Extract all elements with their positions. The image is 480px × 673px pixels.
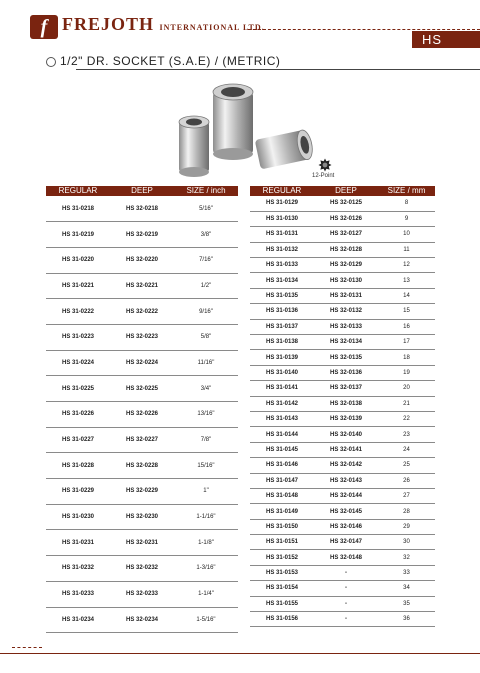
size-value: 1-1/4" bbox=[174, 581, 238, 607]
regular-part-number: HS 31-0136 bbox=[250, 304, 314, 319]
table-row bbox=[46, 504, 238, 530]
deep-part-number: HS 32-0145 bbox=[314, 504, 378, 519]
table-row bbox=[46, 299, 238, 325]
table-row bbox=[46, 222, 238, 248]
table-row bbox=[250, 535, 435, 550]
size-value: 23 bbox=[378, 427, 435, 442]
size-value: 1" bbox=[174, 479, 238, 505]
sae-size-table bbox=[46, 186, 238, 633]
footer-dashed-mark bbox=[12, 647, 42, 648]
deep-part-number: HS 32-0148 bbox=[314, 550, 378, 565]
regular-part-number: HS 31-0226 bbox=[46, 402, 110, 428]
title-bullet-icon bbox=[46, 57, 56, 67]
column-header-deep: DEEP bbox=[110, 186, 174, 196]
table-row bbox=[250, 581, 435, 596]
table-row bbox=[46, 196, 238, 222]
table-row bbox=[250, 273, 435, 288]
size-value: 1-1/8" bbox=[174, 530, 238, 556]
size-value: 20 bbox=[378, 381, 435, 396]
table-row bbox=[250, 227, 435, 242]
size-value: 16 bbox=[378, 319, 435, 334]
size-value: 32 bbox=[378, 550, 435, 565]
table-row bbox=[46, 479, 238, 505]
deep-part-number: HS 32-0226 bbox=[110, 402, 174, 428]
table-row bbox=[46, 324, 238, 350]
size-value: 11 bbox=[378, 242, 435, 257]
regular-part-number: HS 31-0142 bbox=[250, 396, 314, 411]
size-value: 29 bbox=[378, 519, 435, 534]
regular-part-number: HS 31-0220 bbox=[46, 247, 110, 273]
table-row bbox=[250, 242, 435, 257]
regular-part-number: HS 31-0156 bbox=[250, 612, 314, 627]
deep-part-number: HS 32-0234 bbox=[110, 607, 174, 633]
column-header-size: SIZE / mm bbox=[378, 186, 435, 196]
regular-part-number: HS 31-0143 bbox=[250, 411, 314, 426]
title-underline bbox=[76, 69, 480, 70]
table-row bbox=[46, 247, 238, 273]
regular-part-number: HS 31-0145 bbox=[250, 442, 314, 457]
size-value: 21 bbox=[378, 396, 435, 411]
deep-part-number: HS 32-0142 bbox=[314, 458, 378, 473]
regular-part-number: HS 31-0227 bbox=[46, 427, 110, 453]
regular-part-number: HS 31-0154 bbox=[250, 581, 314, 596]
deep-part-number: HS 32-0137 bbox=[314, 381, 378, 396]
table-row bbox=[46, 273, 238, 299]
size-value: 24 bbox=[378, 442, 435, 457]
size-value: 18 bbox=[378, 350, 435, 365]
regular-part-number: HS 31-0135 bbox=[250, 288, 314, 303]
regular-part-number: HS 31-0147 bbox=[250, 473, 314, 488]
table-header-row bbox=[250, 186, 435, 196]
regular-part-number: HS 31-0232 bbox=[46, 556, 110, 582]
regular-part-number: HS 31-0132 bbox=[250, 242, 314, 257]
size-value: 35 bbox=[378, 596, 435, 611]
deep-part-number: HS 32-0136 bbox=[314, 365, 378, 380]
table-row bbox=[250, 304, 435, 319]
table-row bbox=[250, 458, 435, 473]
table-row bbox=[46, 350, 238, 376]
regular-part-number: HS 31-0228 bbox=[46, 453, 110, 479]
regular-part-number: HS 31-0155 bbox=[250, 596, 314, 611]
table-row bbox=[250, 396, 435, 411]
regular-part-number: HS 31-0219 bbox=[46, 222, 110, 248]
deep-part-number: HS 32-0138 bbox=[314, 396, 378, 411]
regular-part-number: HS 31-0129 bbox=[250, 196, 314, 211]
size-value: 36 bbox=[378, 612, 435, 627]
table-row bbox=[250, 612, 435, 627]
table-row bbox=[250, 504, 435, 519]
page-header bbox=[0, 0, 480, 50]
page-title: 1/2" DR. SOCKET (S.A.E) / (METRIC) bbox=[60, 54, 281, 68]
section-tab: HS bbox=[412, 31, 480, 48]
table-row bbox=[250, 519, 435, 534]
deep-part-number: HS 32-0130 bbox=[314, 273, 378, 288]
table-row bbox=[46, 581, 238, 607]
column-header-regular: REGULAR bbox=[46, 186, 110, 196]
size-value: 22 bbox=[378, 411, 435, 426]
brand-name bbox=[62, 14, 265, 35]
deep-part-number: HS 32-0134 bbox=[314, 335, 378, 350]
size-value: 1-5/16" bbox=[174, 607, 238, 633]
twelve-point-icon bbox=[318, 158, 332, 172]
regular-part-number: HS 31-0223 bbox=[46, 324, 110, 350]
deep-part-number: - bbox=[314, 581, 378, 596]
regular-part-number: HS 31-0234 bbox=[46, 607, 110, 633]
regular-part-number: HS 31-0137 bbox=[250, 319, 314, 334]
deep-part-number: HS 32-0225 bbox=[110, 376, 174, 402]
size-value: 5/8" bbox=[174, 324, 238, 350]
deep-part-number: HS 32-0221 bbox=[110, 273, 174, 299]
table-row bbox=[250, 196, 435, 211]
table-row bbox=[46, 556, 238, 582]
regular-part-number: HS 31-0225 bbox=[46, 376, 110, 402]
table-row bbox=[250, 335, 435, 350]
deep-part-number: - bbox=[314, 612, 378, 627]
deep-part-number: HS 32-0144 bbox=[314, 488, 378, 503]
deep-part-number: HS 32-0139 bbox=[314, 411, 378, 426]
brand-logo: f bbox=[30, 15, 58, 39]
size-value: 11/16" bbox=[174, 350, 238, 376]
header-dashed-rule bbox=[248, 29, 480, 30]
regular-part-number: HS 31-0144 bbox=[250, 427, 314, 442]
deep-part-number: HS 32-0131 bbox=[314, 288, 378, 303]
deep-part-number: - bbox=[314, 565, 378, 580]
deep-part-number: HS 32-0141 bbox=[314, 442, 378, 457]
deep-part-number: HS 32-0224 bbox=[110, 350, 174, 376]
size-value: 13 bbox=[378, 273, 435, 288]
table-header-row bbox=[46, 186, 238, 196]
table-row bbox=[46, 453, 238, 479]
deep-part-number: HS 32-0135 bbox=[314, 350, 378, 365]
regular-part-number: HS 31-0153 bbox=[250, 565, 314, 580]
size-value: 14 bbox=[378, 288, 435, 303]
size-value: 28 bbox=[378, 504, 435, 519]
regular-part-number: HS 31-0221 bbox=[46, 273, 110, 299]
regular-part-number: HS 31-0224 bbox=[46, 350, 110, 376]
size-value: 13/16" bbox=[174, 402, 238, 428]
regular-part-number: HS 31-0151 bbox=[250, 535, 314, 550]
size-value: 9 bbox=[378, 211, 435, 226]
twelve-point-label: 12-Point bbox=[312, 173, 335, 179]
size-value: 19 bbox=[378, 365, 435, 380]
size-value: 26 bbox=[378, 473, 435, 488]
deep-part-number: HS 32-0147 bbox=[314, 535, 378, 550]
size-value: 17 bbox=[378, 335, 435, 350]
size-value: 33 bbox=[378, 565, 435, 580]
table-row bbox=[250, 473, 435, 488]
table-row bbox=[46, 530, 238, 556]
deep-part-number: HS 32-0232 bbox=[110, 556, 174, 582]
brand-name-main: FREJOTH bbox=[62, 14, 155, 34]
table-row bbox=[250, 319, 435, 334]
deep-part-number: HS 32-0143 bbox=[314, 473, 378, 488]
size-value: 1/2" bbox=[174, 273, 238, 299]
deep-part-number: HS 32-0230 bbox=[110, 504, 174, 530]
table-row bbox=[250, 381, 435, 396]
regular-part-number: HS 31-0231 bbox=[46, 530, 110, 556]
table-row bbox=[250, 442, 435, 457]
table-row bbox=[46, 427, 238, 453]
size-value: 34 bbox=[378, 581, 435, 596]
regular-part-number: HS 31-0146 bbox=[250, 458, 314, 473]
deep-part-number: HS 32-0220 bbox=[110, 247, 174, 273]
regular-part-number: HS 31-0130 bbox=[250, 211, 314, 226]
column-header-deep: DEEP bbox=[314, 186, 378, 196]
deep-part-number: HS 32-0126 bbox=[314, 211, 378, 226]
table-row bbox=[250, 411, 435, 426]
footer-rule bbox=[0, 653, 480, 654]
size-value: 7/8" bbox=[174, 427, 238, 453]
deep-part-number: HS 32-0132 bbox=[314, 304, 378, 319]
deep-part-number: HS 32-0223 bbox=[110, 324, 174, 350]
deep-part-number: HS 32-0229 bbox=[110, 479, 174, 505]
deep-part-number: HS 32-0222 bbox=[110, 299, 174, 325]
table-row bbox=[250, 258, 435, 273]
size-value: 10 bbox=[378, 227, 435, 242]
deep-part-number: HS 32-0140 bbox=[314, 427, 378, 442]
size-value: 9/16" bbox=[174, 299, 238, 325]
table-row bbox=[46, 376, 238, 402]
regular-part-number: HS 31-0230 bbox=[46, 504, 110, 530]
deep-part-number: HS 32-0233 bbox=[110, 581, 174, 607]
table-row bbox=[250, 488, 435, 503]
table-row bbox=[250, 565, 435, 580]
size-value: 7/16" bbox=[174, 247, 238, 273]
regular-part-number: HS 31-0138 bbox=[250, 335, 314, 350]
deep-part-number: HS 32-0129 bbox=[314, 258, 378, 273]
size-value: 8 bbox=[378, 196, 435, 211]
size-value: 12 bbox=[378, 258, 435, 273]
table-row bbox=[250, 350, 435, 365]
regular-part-number: HS 31-0133 bbox=[250, 258, 314, 273]
regular-part-number: HS 31-0149 bbox=[250, 504, 314, 519]
table-row bbox=[250, 365, 435, 380]
regular-part-number: HS 31-0141 bbox=[250, 381, 314, 396]
regular-part-number: HS 31-0233 bbox=[46, 581, 110, 607]
deep-part-number: HS 32-0125 bbox=[314, 196, 378, 211]
deep-part-number: HS 32-0127 bbox=[314, 227, 378, 242]
column-header-regular: REGULAR bbox=[250, 186, 314, 196]
size-value: 5/16" bbox=[174, 196, 238, 222]
regular-part-number: HS 31-0150 bbox=[250, 519, 314, 534]
size-value: 15 bbox=[378, 304, 435, 319]
size-value: 15/16" bbox=[174, 453, 238, 479]
deep-part-number: HS 32-0228 bbox=[110, 453, 174, 479]
deep-part-number: HS 32-0133 bbox=[314, 319, 378, 334]
section-title bbox=[46, 54, 480, 70]
deep-part-number: HS 32-0218 bbox=[110, 196, 174, 222]
lying-socket-image bbox=[255, 129, 315, 170]
size-value: 25 bbox=[378, 458, 435, 473]
deep-socket-image bbox=[213, 84, 253, 160]
table-row bbox=[250, 427, 435, 442]
table-row bbox=[250, 211, 435, 226]
deep-part-number: HS 32-0219 bbox=[110, 222, 174, 248]
regular-part-number: HS 31-0140 bbox=[250, 365, 314, 380]
size-value: 30 bbox=[378, 535, 435, 550]
size-value: 1-3/16" bbox=[174, 556, 238, 582]
size-value: 1-1/16" bbox=[174, 504, 238, 530]
deep-part-number: HS 32-0128 bbox=[314, 242, 378, 257]
regular-part-number: HS 31-0131 bbox=[250, 227, 314, 242]
size-value: 3/8" bbox=[174, 222, 238, 248]
regular-part-number: HS 31-0229 bbox=[46, 479, 110, 505]
table-row bbox=[46, 607, 238, 633]
table-row bbox=[250, 550, 435, 565]
metric-size-table bbox=[250, 186, 435, 627]
deep-part-number: - bbox=[314, 596, 378, 611]
brand-name-suffix: INTERNATIONAL LTD. bbox=[159, 23, 265, 32]
table-row bbox=[250, 596, 435, 611]
regular-part-number: HS 31-0222 bbox=[46, 299, 110, 325]
regular-part-number: HS 31-0148 bbox=[250, 488, 314, 503]
regular-part-number: HS 31-0218 bbox=[46, 196, 110, 222]
table-row bbox=[46, 402, 238, 428]
regular-part-number: HS 31-0139 bbox=[250, 350, 314, 365]
size-value: 3/4" bbox=[174, 376, 238, 402]
deep-part-number: HS 32-0146 bbox=[314, 519, 378, 534]
column-header-size: SIZE / inch bbox=[174, 186, 238, 196]
regular-part-number: HS 31-0152 bbox=[250, 550, 314, 565]
table-row bbox=[250, 288, 435, 303]
deep-part-number: HS 32-0231 bbox=[110, 530, 174, 556]
socket-product-photo bbox=[175, 78, 315, 188]
regular-part-number: HS 31-0134 bbox=[250, 273, 314, 288]
size-value: 27 bbox=[378, 488, 435, 503]
short-socket-image bbox=[179, 116, 209, 177]
deep-part-number: HS 32-0227 bbox=[110, 427, 174, 453]
